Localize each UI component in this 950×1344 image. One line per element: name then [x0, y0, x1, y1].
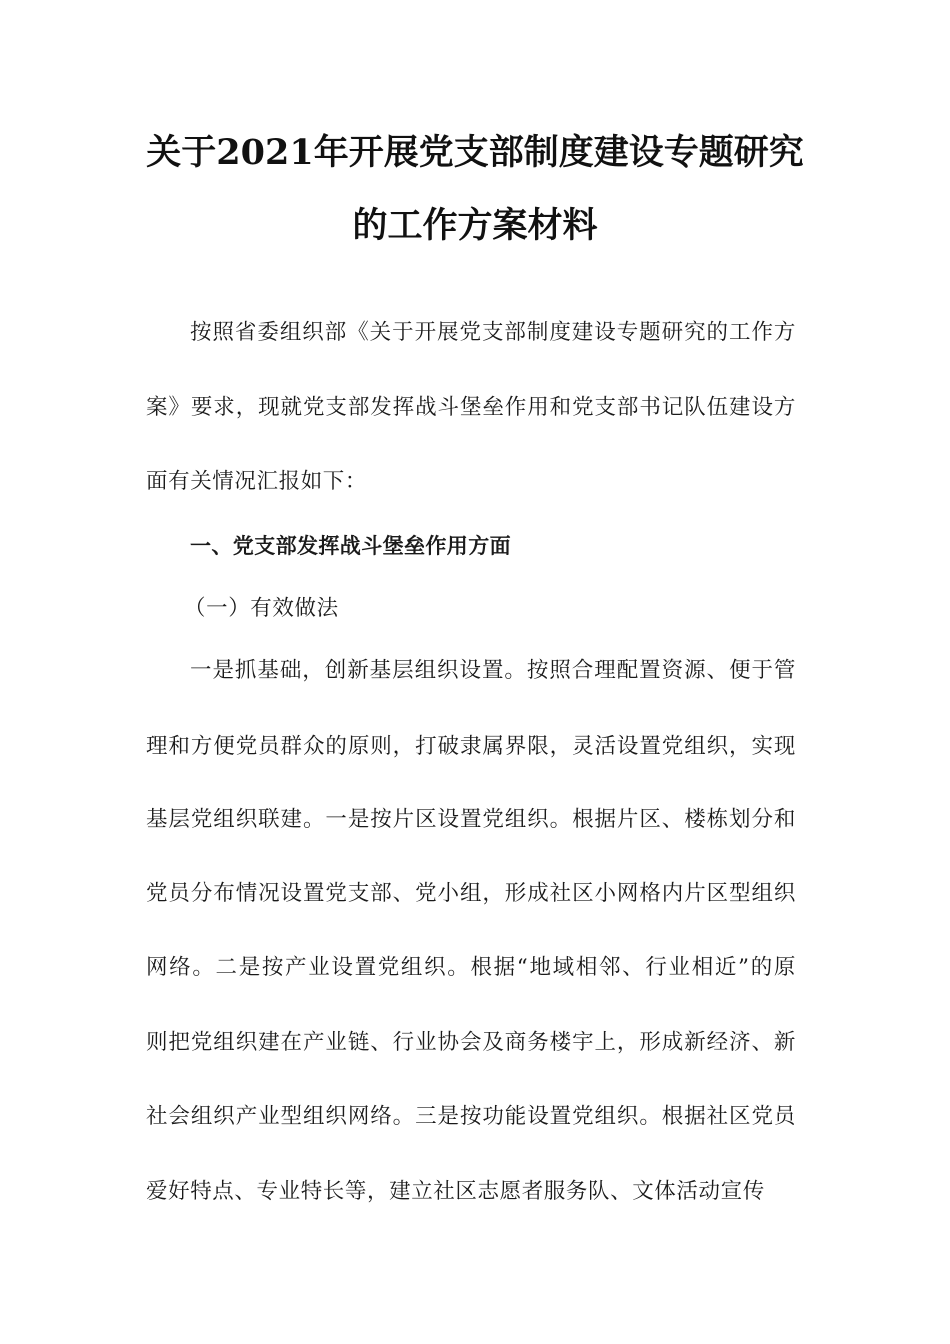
document-title-line-2: 的工作方案材料 — [352, 205, 598, 246]
section-heading: 一、党支部发挥战斗堡垒作用方面 — [190, 534, 511, 558]
document-title-line-1: 关于2021年开展党支部制度建设专题研究 — [146, 132, 804, 173]
intro-paragraph-line: 按照省委组织部《关于开展党支部制度建设专题研究的工作方 — [190, 320, 796, 345]
intro-paragraph-line: 面有关情况汇报如下： — [146, 469, 368, 494]
body-paragraph-line: 一是抓基础，创新基层组织设置。按照合理配置资源、便于管 — [190, 658, 796, 683]
body-paragraph-line: 网络。二是按产业设置党组织。根据“地域相邻、行业相近”的原 — [146, 955, 796, 980]
body-paragraph-line: 基层党组织联建。一是按片区设置党组织。根据片区、楼栋划分和 — [146, 807, 796, 832]
body-paragraph-line: 党员分布情况设置党支部、党小组，形成社区小网格内片区型组织 — [146, 881, 796, 906]
body-paragraph-line: 社会组织产业型组织网络。三是按功能设置党组织。根据社区党员 — [146, 1104, 796, 1129]
intro-paragraph-line: 案》要求，现就党支部发挥战斗堡垒作用和党支部书记队伍建设方 — [146, 395, 796, 420]
body-paragraph-line: 理和方便党员群众的原则，打破隶属界限，灵活设置党组织，实现 — [146, 734, 796, 759]
body-paragraph-line: 则把党组织建在产业链、行业协会及商务楼宇上，形成新经济、新 — [146, 1030, 796, 1055]
body-paragraph-line: 爱好特点、专业特长等，建立社区志愿者服务队、文体活动宣传 — [146, 1179, 765, 1204]
subsection-heading: （一）有效做法 — [184, 596, 339, 621]
